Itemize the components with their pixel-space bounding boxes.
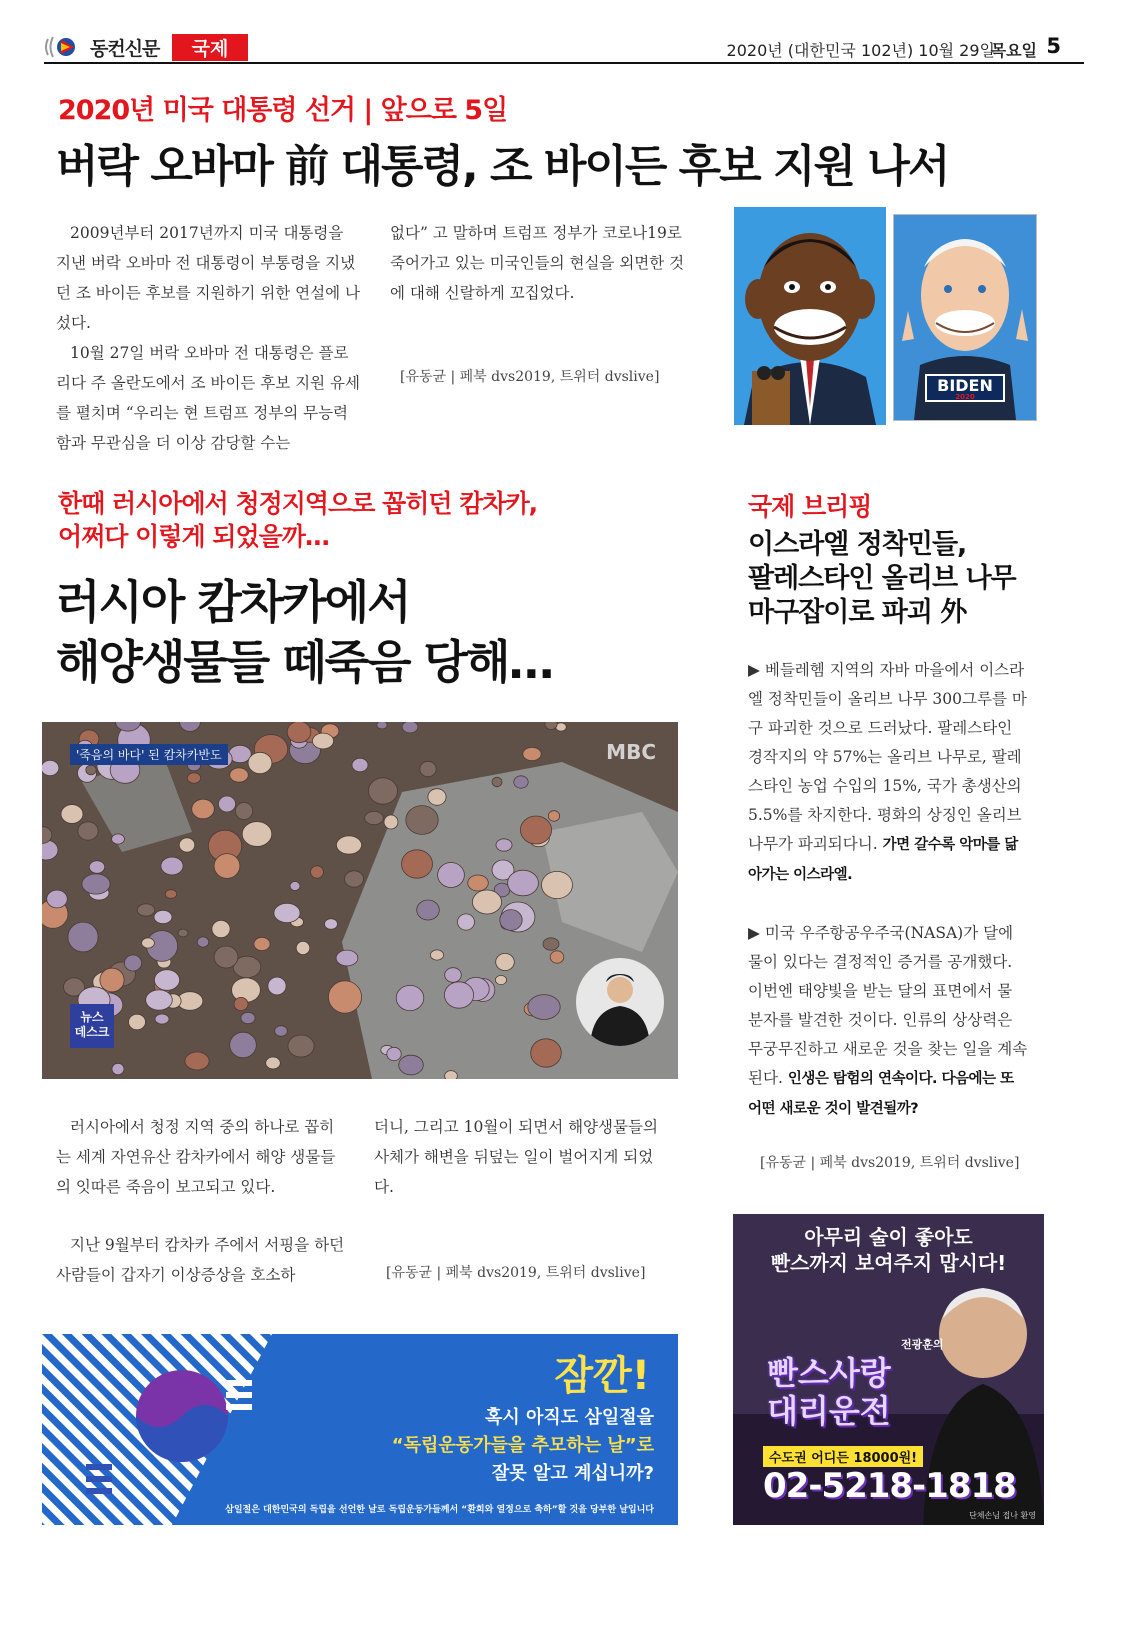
article2-headline[interactable] [56,572,552,692]
article2-headline-line: 해양생물들 떼죽음 당해… [56,635,553,689]
shell-shape [112,1063,124,1074]
shell-shape [336,950,358,966]
ad-banner-footer: 삼일절은 대한민국의 독립을 선언한 날로 독립운동가들께서 “환희와 열정으로 축하”할 것을 당부한 날입니다 [225,1505,654,1515]
article1-kicker: 2020년 미국 대통령 선거 | 앞으로 5일 [58,95,508,126]
shell-shape [402,722,418,733]
article2-paragraph: 지난 9월부터 캄차카 주에서 서핑을 하던 사람들이 갑자기 이상증상을 호소하 [56,1236,345,1284]
article2-col2 [374,1112,664,1202]
logo-emblem-icon [44,35,84,59]
shell-shape [242,822,272,847]
side-ad-headline-line: 빤스까지 보여주지 맙시다! [770,1251,1007,1275]
driver-service-ad[interactable] [733,1214,1044,1525]
shell-shape [185,1052,209,1070]
shell-shape [345,871,364,887]
samiljeol-ad-banner[interactable] [42,1334,678,1525]
shell-shape [438,863,465,888]
shell-shape [543,938,559,950]
ad-banner-line: 잘못 알고 계십니까? [491,1463,654,1484]
article2-kicker-line: 어쩌다 이렇게 되었을까… [58,522,329,551]
shell-shape [406,806,438,835]
shell-shape [472,890,501,914]
shell-shape [234,997,248,1010]
shell-shape [550,951,564,963]
shell-shape [468,875,489,891]
shell-shape [396,985,424,1010]
shell-shape [266,1057,281,1069]
shell-shape [500,910,522,931]
shell-shape [445,1071,458,1079]
shell-shape [325,919,338,930]
article2-col1 [56,1112,346,1290]
shell-shape [179,838,195,852]
shell-shape [296,941,310,954]
shell-shape [387,1047,401,1060]
ad-banner-line: “독립운동가들을 추모하는 날”로 [391,1435,654,1456]
header-divider [44,62,1084,64]
shell-shape [165,890,177,899]
issue-weekday: 목요일 [990,41,1037,60]
article2-headline-line: 러시아 캄차카에서 [56,575,410,629]
news-desk-badge [70,1004,114,1048]
side-ad-headline-line: 아무리 술이 좋아도 [804,1225,973,1249]
shell-shape [545,722,557,730]
shell-shape [420,761,436,776]
shell-shape [514,776,528,788]
briefing-headline-line: 팔레스타인 올리브 나무 [748,563,1016,594]
article1-paragraph: 없다” 고 말하며 트럼프 정부가 코로나19로 죽어가고 있는 미국인들의 현실을 외면한 것에 대해 신랄하게 꼬집었다. [390,224,685,302]
article1-paragraph: 10월 27일 버락 오바마 전 대통령은 플로리다 주 올란도에서 조 바이든 후보 지원 유세를 펼치며 “우리는 현 트럼프 정부의 무능력함과 무관심을 더 이상 감당할 수는 [56,344,361,452]
briefing-kicker: 국제 브리핑 [748,492,872,521]
shell-shape [146,990,173,1010]
shell-shape [417,900,440,920]
article2-credit: [유동균 | 페북 dvs2019, 트위터 dvslive] [386,1265,646,1281]
shell-shape [214,854,240,879]
shell-shape [548,811,559,822]
shell-shape [142,938,155,948]
sign-language-interpreter [576,958,664,1046]
side-ad-brand [767,1354,891,1430]
ad-banner-copy [392,1404,654,1488]
briefing-item-text: ▶ 베들레헴 지역의 자바 마을에서 이스라엘 정착민들이 올리브 나무 300그루를 마구 파괴한 것으로 드러났다. 팔레스타인 경작지의 약 57%는 올리브 나무로, 팔레스타인 농업 수입의 15%, 국가 총생산의 5.5%를 차지한다. 평화의 상징인 올리브 나무가 파괴되다니. [748,661,1027,853]
news-desk-badge-line: 뉴스 [80,1010,104,1024]
biden-badge-text: BIDEN [937,376,993,395]
shell-shape [218,796,235,812]
shell-shape [124,955,141,971]
newspaper-name: 동컨신문 [90,37,160,60]
shell-shape [78,822,98,840]
shell-shape [275,1026,288,1037]
shell-shape [86,765,96,775]
shell-shape [197,937,209,947]
briefing-headline[interactable] [748,528,1016,630]
article1-paragraph: 2009년부터 2017년까지 미국 대통령을 지낸 버락 오바마 전 대통령이 부통령을 지냈던 조 바이든 후보를 지원하기 위한 연설에 나섰다. [56,224,361,332]
shell-shape [82,874,110,894]
shell-shape [336,836,361,854]
shell-shape [212,920,230,937]
shell-shape [495,975,506,984]
kamchatka-photo [42,722,678,1079]
shell-shape [428,789,446,806]
briefing-item [748,919,1030,1124]
shell-shape [492,777,502,787]
article2-paragraph: 러시아에서 청정 지역 중의 하나로 꼽히는 세계 자연유산 캄차카에서 해양 생물들의 잇따른 죽음이 보고되고 있다. [56,1118,336,1196]
shell-shape [230,768,249,782]
shell-shape [100,968,124,992]
shell-shape [290,882,300,891]
shell-shape [444,982,473,1008]
shell-shape [254,937,270,950]
briefing-item [748,656,1030,890]
side-ad-brand-small: 전광훈의 [901,1338,944,1351]
shell-shape [235,803,252,820]
shell-shape [112,834,125,844]
side-ad-headline [733,1224,1044,1276]
shell-shape [528,995,560,1020]
shell-shape [520,816,551,844]
shell-shape [68,922,98,952]
shell-shape [430,950,443,960]
shell-shape [89,861,104,874]
obama-caricature [734,207,886,425]
side-ad-phone[interactable]: 02-5218-1818 [763,1466,1016,1506]
article2-kicker [58,487,537,553]
shell-shape [311,866,324,878]
shell-shape [214,946,238,968]
shell-shape [274,903,300,922]
shell-shape [287,722,311,743]
article1-col2 [390,218,690,308]
article1-credit: [유동균 | 페북 dvs2019, 트위터 dvslive] [400,369,660,385]
briefing-item-emphasis: 가면 갈수록 악마를 닮아가는 이스라엘. [748,837,1018,883]
briefing-headline-line: 마구잡이로 파괴 外 [748,597,967,628]
shell-shape [496,839,512,851]
shell-shape [154,970,179,991]
shell-shape [248,752,272,773]
shell-shape [42,760,59,775]
shell-shape [61,805,83,824]
shell-shape [384,815,398,829]
shell-shape [187,773,200,784]
shell-shape [268,977,286,995]
side-ad-price: 수도권 어디든 18000원! [763,1446,923,1467]
shell-shape [496,953,515,970]
shell-shape [458,914,475,930]
shell-shape [129,1014,146,1030]
biden-caricature [893,214,1037,421]
shell-shape [445,968,462,983]
article2-kicker-line: 한때 러시아에서 청정지역으로 꼽히던 캄차카, [58,489,538,518]
shell-shape [402,850,433,878]
shell-shape [232,978,261,1002]
mbc-logo: MBC [606,740,656,764]
shell-shape [312,733,333,749]
shell-shape [288,1035,314,1057]
briefing-body [748,656,1030,1124]
shell-shape [137,904,155,916]
shell-shape [399,1055,424,1075]
masthead-logo[interactable] [44,34,159,60]
article1-col1 [56,218,362,458]
briefing-item-text: ▶ 미국 우주항공우주국(NASA)가 달에 물이 있다는 결정적인 증거를 공개했다. 이번엔 태양빛을 받는 달의 표면에서 물 분자를 발견한 것이다. 인류의 상상력은 무궁무진하고 새로운 것을 찾는 일을 계속된다. [748,924,1028,1087]
shell-shape [241,1012,255,1023]
article2-paragraph: 더니, 그리고 10월이 되면서 해양생물들의 사체가 해변을 뒤덮는 일이 벌어지게 되었다. [374,1118,658,1196]
photo-caption: '죽음의 바다' 된 캄차카반도 [70,744,228,765]
shell-shape [352,758,368,772]
briefing-item-emphasis: 인생은 탐험의 연속이다. 다음에는 또 어떤 새로운 것이 발견될까? [748,1071,1014,1117]
shell-shape [523,747,541,760]
shell-shape [161,857,183,875]
section-tag: 국제 [172,34,248,61]
ad-banner-title: 잠깐! [554,1353,650,1399]
article1-headline[interactable]: 버락 오바마 前 대통령, 조 바이든 후보 지원 나서 [56,141,949,192]
ad-banner-line: 혹시 아직도 삼일절을 [484,1407,654,1428]
shell-shape [230,1032,257,1058]
shell-shape [369,778,398,804]
shell-shape [365,811,384,824]
briefing-headline-line: 이스라엘 정착민들, [748,529,967,560]
issue-date: 2020년 (대한민국 102년) 10월 29일 [726,41,995,60]
shell-shape [531,1039,562,1067]
shell-shape [47,890,68,908]
shell-shape [508,870,539,896]
shell-shape [192,799,215,819]
briefing-credit: [유동균 | 페북 dvs2019, 트위터 dvslive] [760,1155,1020,1171]
shell-shape [155,1014,169,1024]
shell-shape [178,929,188,937]
shell-shape [542,871,573,898]
page-number: 5 [1046,34,1061,58]
side-ad-brand-line: 빤스사랑 [767,1354,891,1392]
shell-shape [154,910,172,923]
biden-badge-year: 2020 [955,393,975,401]
side-ad-brand-line: 대리운전 [767,1392,891,1430]
news-desk-badge-line: 데스크 [74,1025,110,1039]
side-ad-footnote: 단체손님 접나 환영 [969,1511,1036,1520]
shell-shape [377,722,387,729]
shell-shape [328,981,361,1013]
